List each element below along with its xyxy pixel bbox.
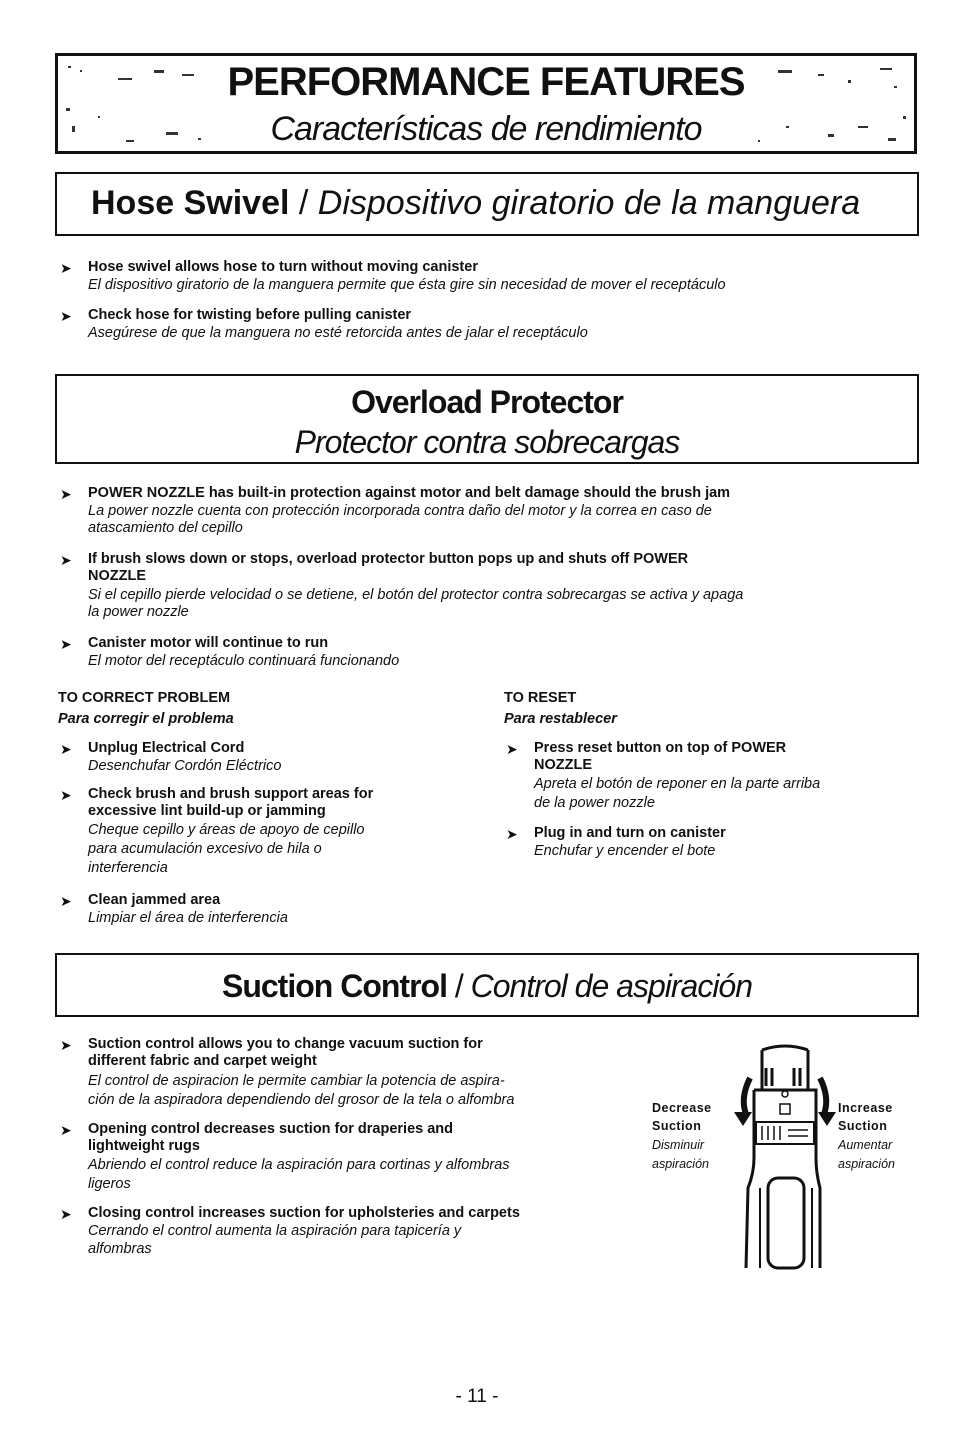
suction-control-diagram: [732, 1038, 838, 1270]
bullet-translation: de la power nozzle: [534, 795, 655, 811]
bullet-text: lightweight rugs: [88, 1138, 200, 1154]
bullet-arrow-icon: ➤: [60, 1206, 72, 1222]
increase-label-es: Aumentar: [838, 1138, 893, 1152]
bullet-translation: la power nozzle: [88, 604, 189, 620]
bullet-arrow-icon: ➤: [60, 260, 72, 276]
suction-heading-box: [55, 953, 919, 1017]
bullet-arrow-icon: ➤: [60, 636, 72, 652]
bullet-arrow-icon: ➤: [506, 741, 518, 757]
decrease-label-es-2: aspiración: [652, 1157, 709, 1171]
page-subtitle: Características de rendimiento: [270, 110, 702, 148]
bullet-translation: Desenchufar Cordón Eléctrico: [88, 758, 282, 774]
bullet-translation: ligeros: [88, 1176, 131, 1192]
title-banner: [55, 53, 917, 154]
bullet-text: excessive lint build-up or jamming: [88, 803, 326, 819]
bullet-translation: interferencia: [88, 860, 168, 876]
bullet-arrow-icon: ➤: [506, 826, 518, 842]
bullet-arrow-icon: ➤: [60, 1122, 72, 1138]
bullet-arrow-icon: ➤: [60, 787, 72, 803]
correct-heading: TO CORRECT PROBLEM: [58, 690, 231, 706]
bullet-translation: Enchufar y encender el bote: [534, 843, 716, 859]
reset-heading: TO RESET: [504, 690, 577, 706]
print-speckles: [58, 56, 914, 151]
bullet-arrow-icon: ➤: [60, 741, 72, 757]
bullet-translation: para acumulación excesivo de hila o: [88, 841, 322, 857]
decrease-label: Decrease: [652, 1101, 712, 1115]
increase-label-es-2: aspiración: [838, 1157, 895, 1171]
bullet-text: Press reset button on top of POWER: [534, 740, 787, 756]
overload-heading-box: [55, 374, 919, 464]
bullet-text: Check hose for twisting before pulling canister: [88, 307, 412, 323]
bullet-arrow-icon: ➤: [60, 1037, 72, 1053]
increase-label-2: Suction: [838, 1119, 888, 1133]
bullet-text: NOZZLE: [534, 757, 592, 773]
bullet-translation: La power nozzle cuenta con protección incorporada contra daño del motor y la correa en caso de: [88, 503, 712, 519]
bullet-text: Clean jammed area: [88, 892, 221, 908]
bullet-translation: El motor del receptáculo continuará funcionando: [88, 653, 400, 669]
bullet-arrow-icon: ➤: [60, 893, 72, 909]
reset-heading-es: Para restablecer: [504, 711, 617, 727]
bullet-translation: Asegúrese de que la manguera no esté retorcida antes de jalar el receptáculo: [88, 325, 588, 341]
bullet-text: Suction control allows you to change vacuum suction for: [88, 1036, 483, 1052]
decrease-label-es: Disminuir: [652, 1138, 705, 1152]
bullet-text: Opening control decreases suction for draperies and: [88, 1121, 454, 1137]
correct-heading-es: Para corregir el problema: [58, 711, 234, 727]
page-number: - 11 -: [455, 1386, 499, 1407]
bullet-translation: Cheque cepillo y áreas de apoyo de cepillo: [88, 822, 365, 838]
page-title: PERFORMANCE FEATURES: [227, 60, 745, 104]
bullet-translation: Abriendo el control reduce la aspiración para cortinas y alfombras: [88, 1157, 510, 1173]
bullet-translation: Limpiar el área de interferencia: [88, 910, 288, 926]
bullet-text: Check brush and brush support areas for: [88, 786, 374, 802]
bullet-text: NOZZLE: [88, 568, 146, 584]
suction-heading: Suction Control / Control de aspiración: [221, 968, 753, 1004]
bullet-text: Canister motor will continue to run: [88, 635, 329, 651]
bullet-translation: ción de la aspiradora dependiendo del grosor de la tela o alfombra: [88, 1092, 515, 1108]
bullet-translation: Si el cepillo pierde velocidad o se detiene, el botón del protector contra sobrecargas se activa y apaga: [88, 587, 744, 603]
bullet-text: POWER NOZZLE has built-in protection against motor and belt damage should the brush jam: [88, 485, 731, 501]
bullet-text: Closing control increases suction for upholsteries and carpets: [88, 1205, 520, 1221]
overload-heading: Overload Protector: [351, 384, 623, 420]
bullet-translation: Cerrando el control aumenta la aspiración para tapicería y: [88, 1223, 462, 1239]
bullet-translation: Apreta el botón de reponer en la parte arriba: [534, 776, 821, 792]
bullet-text: Plug in and turn on canister: [534, 825, 726, 841]
bullet-arrow-icon: ➤: [60, 308, 72, 324]
increase-label: Increase: [838, 1101, 893, 1115]
bullet-text: different fabric and carpet weight: [88, 1053, 317, 1069]
bullet-translation: alfombras: [88, 1241, 152, 1257]
bullet-translation: El control de aspiracion le permite cambiar la potencia de aspira-: [88, 1073, 505, 1089]
hose-swivel-heading: Hose Swivel / Dispositivo giratorio de la manguera: [91, 184, 861, 222]
overload-heading-es: Protector contra sobrecargas: [294, 424, 680, 460]
hose-swivel-heading-box: [55, 172, 919, 236]
decrease-label-2: Suction: [652, 1119, 702, 1133]
bullet-text: Unplug Electrical Cord: [88, 740, 245, 756]
bullet-arrow-icon: ➤: [60, 552, 72, 568]
bullet-arrow-icon: ➤: [60, 486, 72, 502]
bullet-text: Hose swivel allows hose to turn without moving canister: [88, 259, 478, 275]
bullet-translation: atascamiento del cepillo: [88, 520, 243, 536]
bullet-text: If brush slows down or stops, overload protector button pops up and shuts off POWER: [88, 551, 689, 567]
bullet-translation: El dispositivo giratorio de la manguera permite que ésta gire sin necesidad de mover el receptáculo: [88, 277, 726, 293]
